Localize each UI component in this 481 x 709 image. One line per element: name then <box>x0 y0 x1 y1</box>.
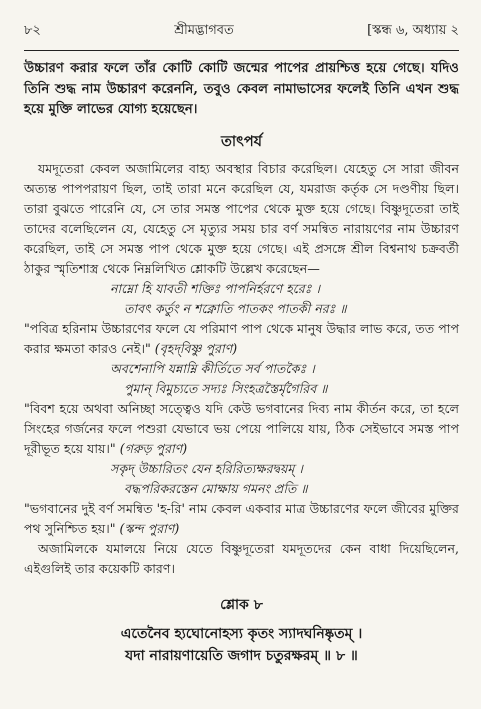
verse-line: নাম্নো হি যাবতী শক্তিঃ পাপনির্হরণে হরেঃ । <box>110 280 320 296</box>
purport-heading: তাৎপর্য <box>220 132 263 150</box>
quote-paragraph <box>24 499 459 539</box>
quote-paragraph <box>24 399 459 459</box>
quote-text: "পবিত্র হরিনাম উচ্চারণের ফলে যে পরিমাণ পাপ থেকে মানুষ উদ্ধার লাভ করে, তত পাপ করার ক্ষমতা কারও নেই।" <box>24 320 459 356</box>
verse-line: সকৃদ্ উচ্চারিতং যেন হরিরিত্যক্ষরদ্বয়ম্ । <box>110 460 303 476</box>
sloka-line: এতেনৈব হ্যঘোনোহস্য কৃতং স্যাদঘনিষ্কৃতম্ । <box>120 625 363 642</box>
page-header <box>24 0 459 46</box>
quote-text: "ভগবানের দুই বর্ণ সমন্বিত 'হ-রি' নাম কেবল একবার মাত্র উচ্চারণের ফলে জীবের মুক্তির পথ সুনিশ্চিত হয়।" <box>24 500 459 536</box>
chapter-reference: [স্কন্ধ ৬, অধ্যায় ২ <box>367 22 459 38</box>
purport-paragraph: অজামিলকে যমালয়ে নিয়ে যেতে বিষ্ণুদূতেরা যমদূতদের কেন বাধা দিয়েছিলেন, এইগুলিই তার কয়েকটি কারণ। <box>24 540 459 576</box>
book-title: শ্রীমদ্ভাগবত <box>174 22 234 38</box>
verse-line: পুমান্ বিমুচ্যতে সদ্যঃ সিংহত্রস্তৈর্মৃগৈরিব ॥ <box>124 380 328 396</box>
verse-line: তাবৎ কর্তুং ন শক্নোতি পাতকং পাতকী নরঃ ॥ <box>124 300 347 316</box>
verse-line: বদ্ধপরিকরস্তেন মোক্ষায় গমনং প্রতি ॥ <box>124 480 308 496</box>
sloka-line: যদা নারায়ণায়েতি জগাদ চতুরক্ষরম্ ॥ ৮ ॥ <box>125 647 358 664</box>
verse-line: অবশেনাপি যন্নাম্নি কীর্তিতে সর্ব পাতকৈঃ । <box>110 360 315 376</box>
quote-text: "বিবশ হয়ে অথবা অনিচ্ছা সত্ত্বেও যদি কেউ ভগবানের দিব্য নাম কীর্তন করে, তা হলে সিংহের গর্জনের ফলে পশুরা যেভাবে ভয় পেয়ে পালিয়ে যায়, ঠিক সেইভাবে সমস্ত পাপ দূরীভূত হয়ে যায়।" <box>24 400 459 456</box>
header-rule <box>24 50 459 51</box>
sloka-title: শ্লোক ৮ <box>220 596 263 613</box>
quote-source: (বৃহদ্‌বিষ্ণু পুরাণ) <box>154 340 238 356</box>
page-number: ৮২ <box>24 22 41 38</box>
quote-source: (গরুড় পুরাণ) <box>119 440 188 456</box>
quote-source: (স্কন্দ পুরাণ) <box>119 520 180 536</box>
translation-text: উচ্চারণ করার ফলে তাঁর কোটি কোটি জন্মের পাপের প্রায়শ্চিত্ত হয়ে গেছে। যদিও তিনি শুদ্ধ নাম উচ্চারণ করেননি, তবুও কেবল নামাভাসের ফলেই তিনি এখন শুদ্ধ হয়ে মুক্তি লাভের যোগ্য হয়েছেন। <box>24 61 459 117</box>
purport-paragraph: যমদূতেরা কেবল অজামিলের বাহ্য অবস্থার বিচার করেছিল। যেহেতু সে সারা জীবন অত্যন্ত পাপপরায়ণ ছিল, তাই তারা মনে করেছিল যে, যমরাজ কর্তৃক সে দণ্ডণীয় ছিল। তারা বুঝতে পারেনি যে, সে তার সমস্ত পাপের থেকে মুক্ত হয়ে গেছে। বিষ্ণুদূতেরা তাই তাদের বলেছিলেন যে, যেহেতু সে মৃত্যুর সময় চার বর্ণ সমন্বিত নারায়ণের নাম উচ্চারণ করেছিল, তাই সে সমস্ত পাপ থেকে মুক্ত হয়ে গেছে। এই প্রসঙ্গে শ্রীল বিশ্বনাথ চক্রবর্তী ঠাকুর স্মৃতিশাস্ত্র থেকে নিম্নলিখিত শ্লোকটি উল্লেখ করেছেন— <box>24 160 459 276</box>
quote-paragraph <box>24 319 459 359</box>
